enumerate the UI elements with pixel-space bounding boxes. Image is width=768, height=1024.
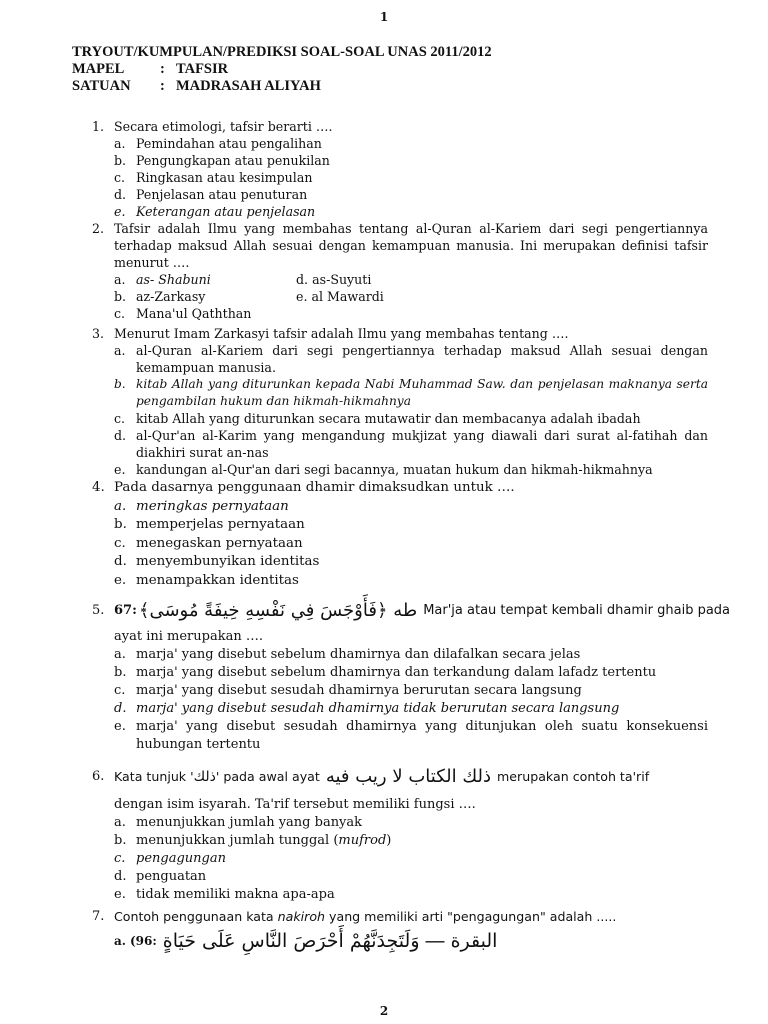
option-c: c. marja' yang disebut sesudah dhamirnya berurutan secara langsung xyxy=(114,683,582,698)
option-e: e. Keterangan atau penjelasan xyxy=(114,204,316,219)
option-e: e. menampakkan identitas xyxy=(114,572,299,588)
option-c: c. pengagungan xyxy=(114,851,226,866)
question-stem: Kata tunjuk ' xyxy=(114,769,194,784)
ayat-reference: 67: xyxy=(114,603,137,618)
question-stem: Mar'ja atau tempat kembali dhamir ghaib pada xyxy=(423,603,731,618)
question-number: 2. xyxy=(92,221,105,236)
question-6 xyxy=(92,764,708,904)
option-c: c. kitab Allah yang diturunkan secara mutawatir dan membacanya adalah ibadah xyxy=(114,411,641,426)
arabic-word: ذلك xyxy=(193,769,216,785)
option-e: e. al Mawardi xyxy=(296,289,384,304)
question-2 xyxy=(92,220,708,322)
option-d: d. al-Qur'an al-Karim yang mengandung mukjizat yang diawali dari surat al-fatihah dan diakhiri surat an-nas xyxy=(114,428,708,460)
option-a: a. menunjukkan jumlah yang banyak xyxy=(114,815,363,830)
option-b: b. menunjukkan jumlah tunggal (mufrod) xyxy=(114,833,392,848)
header-separator: : xyxy=(160,78,165,94)
option-e: e. kandungan al-Qur'an dari segi bacannya, muatan hukum dan hikmah-hikmahnya xyxy=(114,462,653,477)
option-a: a. Pemindahan atau pengalihan xyxy=(114,136,322,151)
arabic-ayat: طه ﴿فَأَوْجَسَ فِي نَفْسِهِ خِيفَةً مُوسَى﴾ xyxy=(138,600,418,621)
question-number: 7. xyxy=(92,909,105,924)
document-title: TRYOUT/KUMPULAN/PREDIKSI SOAL-SOAL UNAS 2011/2012 xyxy=(72,44,492,60)
question-stem: Menurut Imam Zarkasyi tafsir adalah Ilmu yang membahas tentang …. xyxy=(114,326,569,341)
question-number: 6. xyxy=(92,769,105,784)
option-d: d. Penjelasan atau penuturan xyxy=(114,187,308,202)
option-a: a. marja' yang disebut sebelum dhamirnya dan dilafalkan secara jelas xyxy=(114,647,581,662)
question-stem: Pada dasarnya penggunaan dhamir dimaksudkan untuk …. xyxy=(114,480,515,495)
option-e: e. tidak memiliki makna apa-apa xyxy=(114,887,335,902)
option-d: d. marja' yang disebut sesudah dhamirnya tidak berurutan secara langsung xyxy=(114,701,620,716)
question-1 xyxy=(92,118,708,220)
question-stem: ' pada awal ayat xyxy=(215,769,320,784)
option-a: a. meringkas pernyataan xyxy=(114,498,289,514)
arabic-ayat: ذلك الكتاب لا ريب فيه xyxy=(325,766,492,787)
mapel-label: MAPEL xyxy=(72,61,125,77)
option-b: b. Pengungkapan atau penukilan xyxy=(114,153,330,168)
option-b: b. kitab Allah yang diturunkan kepada Nabi Muhammad Saw. dan penjelasan maknanya serta pengambilan hukum dan hikmah-hikmahnya xyxy=(114,377,708,408)
option-d: d. menyembunyikan identitas xyxy=(114,554,320,569)
option-a: a. al-Quran al-Kariem dari segi pengertiannya terhadap maksud Allah sesuai dengan kemampuan manusia. xyxy=(114,343,708,375)
question-stem: Secara etimologi, tafsir berarti …. xyxy=(114,119,333,134)
option-b: b. marja' yang disebut sebelum dhamirnya dan terkandung dalam lafadz tertentu xyxy=(114,665,657,680)
question-4 xyxy=(92,479,708,590)
mapel-value: TAFSIR xyxy=(176,61,229,77)
question-stem-continued: ayat ini merupakan …. xyxy=(114,629,263,644)
option-a: a. as- Shabuni xyxy=(114,272,211,287)
question-stem: merupakan contoh ta'rif xyxy=(497,769,650,784)
arabic-ayat: البقرة ― وَلَتَجِدَنَّهُمْ أَحْرَصَ النَّاسِ عَلَى حَيَاةٍ xyxy=(162,930,498,952)
header-separator: : xyxy=(160,61,165,77)
option-d: d. penguatan xyxy=(114,869,207,884)
question-number: 5. xyxy=(92,603,105,618)
page-number-bottom: 2 xyxy=(379,1004,389,1018)
question-number: 3. xyxy=(92,326,105,341)
question-stem: Contoh penggunaan kata nakiroh yang memiliki arti "pengagungan" adalah ..... xyxy=(114,909,617,924)
satuan-label: SATUAN xyxy=(72,78,131,94)
option-e: e. marja' yang disebut sesudah dhamirnya yang ditunjukan oleh suatu konsekuensi hubungan tertentu xyxy=(114,719,708,752)
option-c: c. menegaskan pernyataan xyxy=(114,535,303,551)
option-d: d. as-Suyuti xyxy=(296,272,372,287)
question-3 xyxy=(92,325,708,478)
option-b: b. memperjelas pernyataan xyxy=(114,517,305,532)
question-7 xyxy=(92,908,708,956)
question-number: 1. xyxy=(92,119,105,134)
question-5 xyxy=(92,598,731,754)
document-header xyxy=(72,44,492,95)
page-number-top: 1 xyxy=(379,10,389,24)
question-stem: Tafsir adalah Ilmu yang membahas tentang al-Quran al-Kariem dari segi pengertiannya terhadap maksud Allah sesuai dengan kemampuan manusia. Ini merupakan definisi tafsir menurut …. xyxy=(114,221,708,270)
option-c: c. Mana'ul Qaththan xyxy=(114,306,252,321)
satuan-value: MADRASAH ALIYAH xyxy=(176,78,321,94)
option-c: c. Ringkasan atau kesimpulan xyxy=(114,170,313,185)
question-stem-continued: dengan isim isyarah. Ta'rif tersebut memiliki fungsi …. xyxy=(114,797,476,812)
option-b: b. az-Zarkasy xyxy=(114,289,206,304)
option-a: a. (96: البقرة ― وَلَتَجِدَنَّهُمْ أَحْرَصَ النَّاسِ عَلَى حَيَاةٍ xyxy=(114,930,498,952)
question-number: 4. xyxy=(92,480,105,495)
